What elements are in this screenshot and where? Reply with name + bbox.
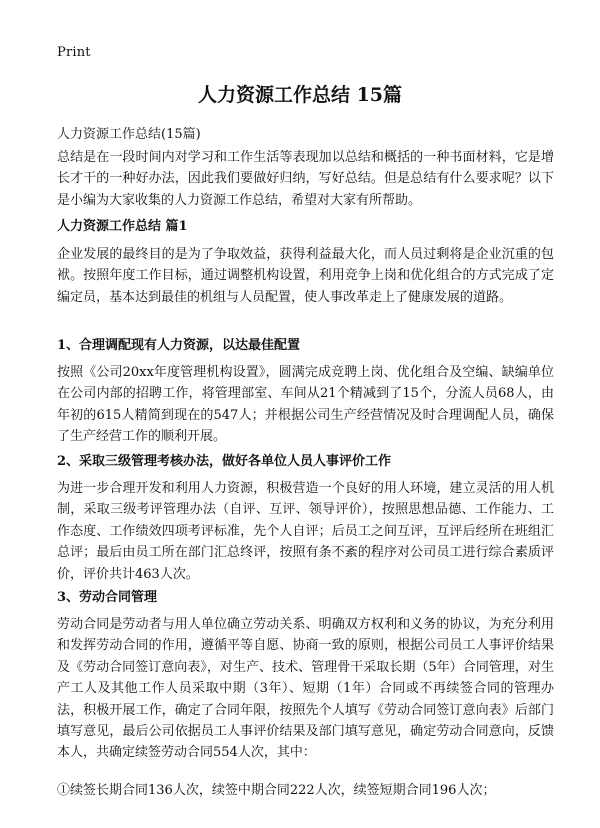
point1-paragraph: 按照《公司20xx年度管理机构设置》，圆满完成竞聘上岗、优化组合及空编、缺编单位在公司内部的招聘工作，将管理部室、车间从21个精减到了15个，分流人员68人，由年初的615人精简到现在的547人；并根据公司生产经营情况及时合理调配人员，确保了生产经营工作的顺利开展。 (57, 365, 554, 445)
print-label: Print (57, 45, 91, 60)
section-paragraph: 企业发展的最终目的是为了争取效益，获得利益最大化，而人员过剩将是企业沉重的包袱。按照年度工作目标，通过调整机构设置，利用竞争上岗和优化组合的方式完成了定编定员，基本达到最佳的机组与人员配置，使人事改革走上了健康发展的道路。 (57, 247, 554, 305)
point2-heading: 2、采取三级管理考核办法，做好各单位人员人事评价工作 (57, 454, 392, 469)
point1-heading: 1、合理调配现有人力资源，以达最佳配置 (57, 338, 301, 353)
contract-summary-item: ①续签长期合同136人次，续签中期合同222人次，续签短期合同196人次； (57, 783, 496, 798)
page-title: 人力资源工作总结 15篇 (197, 84, 403, 106)
point3-heading: 3、劳动合同管理 (57, 590, 158, 605)
point2-paragraph: 为进一步合理开发和利用人力资源，积极营造一个良好的用人环境，建立灵活的用人机制，采取三级考评管理办法（自评、互评、领导评价），按照思想品德、工作能力、工作态度、工作绩效四项考评标准，先个人自评；后员工之间互评，互评后经所在班组汇总评；最后由员工所在部门汇总终评，按照有条不紊的程序对公司员工进行综合素质评价，评价共计463人次。 (57, 481, 554, 582)
subtitle: 人力资源工作总结(15篇) (57, 127, 201, 142)
intro-paragraph: 总结是在一段时间内对学习和工作生活等表现加以总结和概括的一种书面材料，它是增长才干的一种好办法，因此我们要做好归纳，写好总结。但是总结有什么要求呢？以下是小编为大家收集的人力资源工作总结，希望对大家有所帮助。 (57, 150, 554, 208)
section-heading: 人力资源工作总结 篇1 (57, 219, 188, 234)
point3-paragraph: 劳动合同是劳动者与用人单位确立劳动关系、明确双方权利和义务的协议，为充分利用和发挥劳动合同的作用，遵循平等自愿、协商一致的原则，根据公司员工人事评价结果及《劳动合同签订意向表》，对生产、技术、管理骨干采取长期（5年）合同管理，对生产工人及其他工作人员采取中期（3年）、短期（1年）合同或不再续签合同的管理办法，积极开展工作，确定了合同年限，按照先个人填写《劳动合同签订意向表》后部门填写意见，最后公司依据员工人事评价结果及部门填写意见，确定劳动合同意向，反馈本人，共确定续签劳动合同554人次，其中： (57, 617, 554, 761)
